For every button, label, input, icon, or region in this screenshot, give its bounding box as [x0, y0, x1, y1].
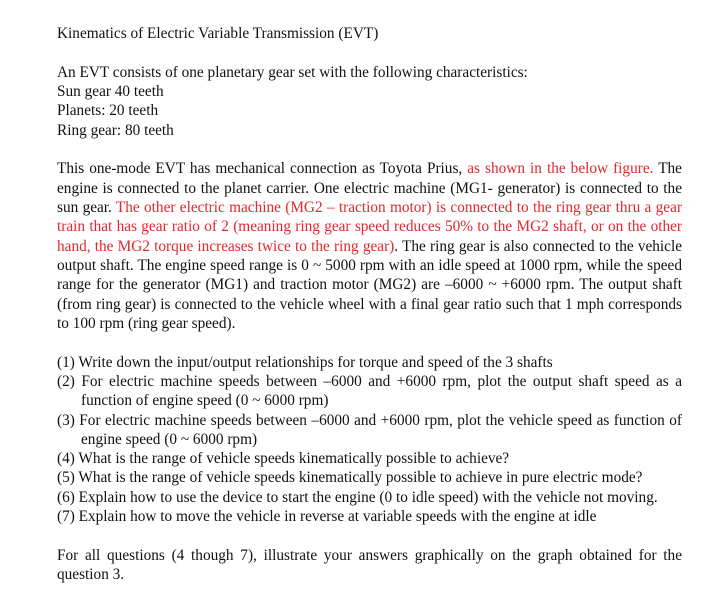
sun-gear-spec: Sun gear 40 teeth: [57, 83, 164, 101]
closing-paragraph: For all questions (4 though 7), illustrate your answers graphically on the graph obtained for the question 3.: [57, 546, 682, 584]
ring-gear-spec: Ring gear: 80 teeth: [57, 121, 174, 139]
intro-lead: An EVT consists of one planetary gear set with the following characteristics:: [57, 63, 528, 81]
question-item: (3) For electric machine speeds between –6000 and +6000 rpm, plot the vehicle speed as function of engine speed (0 ~ 6000 rpm): [57, 411, 682, 448]
planets-spec: Planets: 20 teeth: [57, 102, 159, 120]
question-item: (7) Explain how to move the vehicle in reverse at variable speeds with the engine at idle: [57, 508, 597, 526]
document-title: Kinematics of Electric Variable Transmission (EVT): [57, 25, 379, 42]
description-highlight: The other electric machine (MG2 – traction motor) is connected to the ring gear thru a gear train that has gear ratio of 2 (meaning ring gear speed reduces 50% to the MG2 shaft, or on the other hand, the MG2 torque increases twice to the ring gear): [57, 199, 682, 255]
description-text: . The ring gear is also connected to the vehicle output shaft. The engine speed range is 0 ~ 5000 rpm with an idle speed at 1000 rpm, while the speed range for the generator (MG1) and traction motor (MG2) are –6000 ~ +6000 rpm. The output shaft (from ring gear) is connected to the vehicle wheel with a final gear ratio such that 1 mph corresponds to 100 rpm (ring gear speed).: [57, 237, 682, 332]
description-text: This one-mode EVT has mechanical connection as Toyota Prius,: [57, 160, 468, 178]
question-item: (6) Explain how to use the device to start the engine (0 to idle speed) with the vehicle not moving.: [57, 488, 658, 506]
document-page: [57, 24, 682, 584]
question-item: (2) For electric machine speeds between –6000 and +6000 rpm, plot the output shaft speed as a function of engine speed (0 ~ 6000 rpm): [57, 372, 682, 410]
question-item: (4) What is the range of vehicle speeds kinematically possible to achieve?: [57, 450, 510, 468]
description-paragraph: [57, 159, 682, 333]
question-item: (5) What is the range of vehicle speeds kinematically possible to achieve in pure electric mode?: [57, 469, 643, 487]
question-list: [57, 353, 682, 527]
description-highlight: as shown in the below figure.: [467, 160, 654, 178]
description-text: The engine is connected to the planet carrier. One electric machine (MG1- generator) is connected to the sun gear.: [57, 160, 682, 217]
question-item: (1) Write down the input/output relationships for torque and speed of the 3 shafts: [57, 353, 553, 371]
